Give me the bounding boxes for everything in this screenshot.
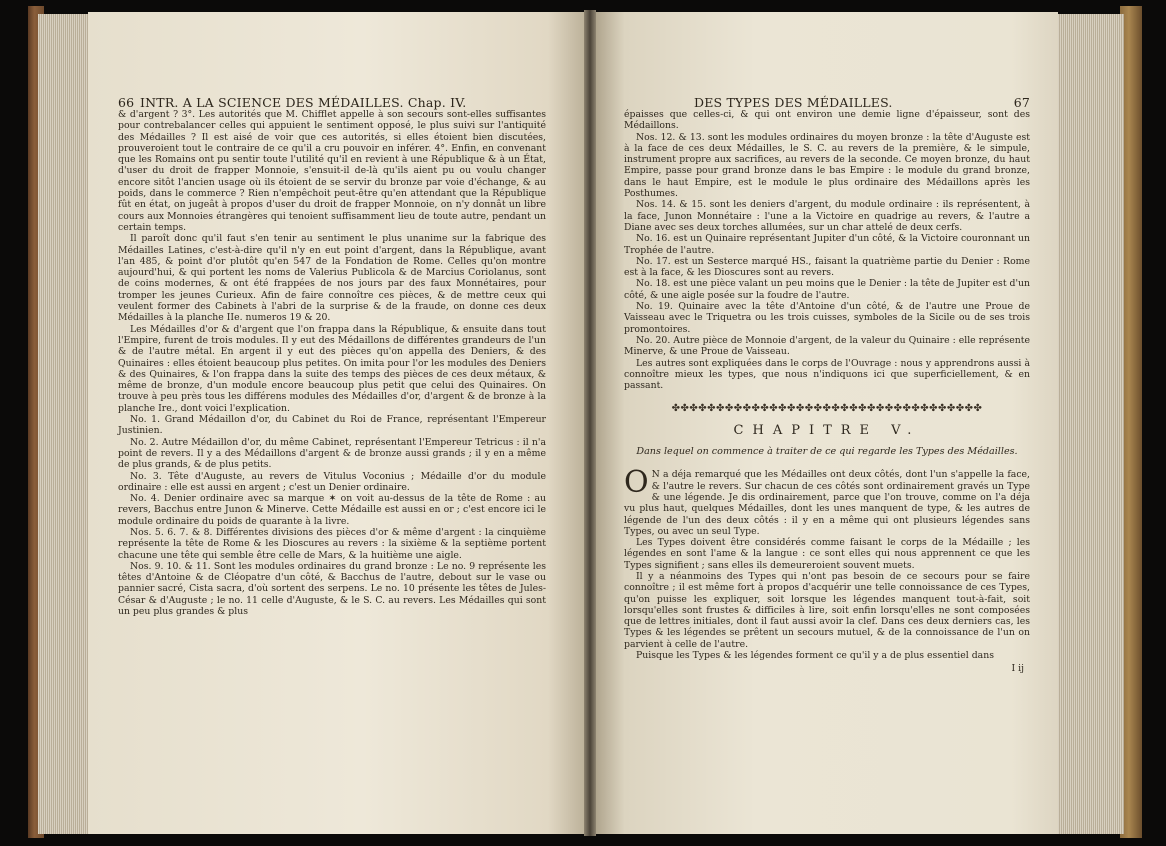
right-page [592,12,1058,834]
paragraph: Puisque les Types & les légendes forment ce qu'il y a de plus essentiel dans [636,650,994,662]
left-page [88,12,588,834]
paragraph: No. 4. Denier ordinaire avec sa marque ✶ on voit au-dessus de la tête de Rome : au revers, Bacchus entre Junon & Minerve. Cette Médaille est aussi en or ; c'est encore ici le module ordinaire du poids de quarante à la livre. [118,493,546,527]
paragraph: Les Types doivent être considérés comme faisant le corps de la Médaille ; les légendes en sont l'ame & la langue : ce sont elles qui nous apprennent ce que les Types signifient ; sans elles ils demeureroient souvent muets. [624,537,1030,571]
left-page-number: 66 [118,95,135,110]
paragraph: Nos. 5. 6. 7. & 8. Différentes divisions des pièces d'or & même d'argent : la cinquième représente la tête de Rome & les Dioscures au revers : la sixième & la septième portent chacune une tête qui semble être celle de Mars, & la huitième une aigle. [118,526,546,561]
chapter-first-paragraph-text: N a déja remarqué que les Médailles ont deux côtés, dont l'un s'appelle la face, & l'autre le revers. Sur chacun de ces côtés sont ordinairement gravés un Type & une légende. Je dis ordinairement, parce que l'on trouve, comme on l'a déja vu plus haut, quelques Médailles, dont les unes manquent de type, & les autres de légende de l'un des deux côtés : il y en a même qui ont plusieurs légendes sans Types, ou avec un seul Type. [624,469,1030,537]
right-page-body [624,109,1030,675]
paragraph: No. 2. Autre Médaillon d'or, du même Cabinet, représentant l'Empereur Tetricus : il n'a point de revers. Il y a des Médaillons d'argent & de bronze aussi grands ; il y en a même de plus grands, & de plus petits. [118,436,546,471]
right-running-title: DES TYPES DES MÉDAILLES. [694,95,893,110]
paragraph: No. 20. Autre pièce de Monnoie d'argent, de la valeur du Quinaire : elle représente Minerve, & une Proue de Vaisseau. [624,334,1030,358]
signature-mark: I ij [1011,663,1024,675]
paragraph: No. 1. Grand Médaillon d'or, du Cabinet du Roi de France, représentant l'Empereur Justinien. [118,414,546,437]
paragraph: Nos. 14. & 15. sont les deniers d'argent, du module ordinaire : ils représentent, à la face, Junon Monnétaire : l'une a la Victoire en quadrige au revers, & l'autre a Diane avec ses deux torches allumées, sur un char attelé de deux cerfs. [624,199,1030,233]
book-gutter [584,10,596,836]
drop-cap: O [624,465,649,501]
paragraph: Les autres sont expliquées dans le corps de l'Ouvrage : nous y apprendrons aussi à connoître mieux les types, que nous n'indiquons ici que superficiellement, & en passant. [624,357,1030,392]
chapter-title: CHAPITRE V. [733,422,921,438]
chapter-first-paragraph [624,465,1030,537]
paragraph: No. 19. Quinaire avec la tête d'Antoine d'un côté, & de l'autre une Proue de Vaisseau avec le Triquetra ou les trois cuisses, symboles de la Sicile ou de ses trois promontoires. [624,301,1030,335]
paragraph: Il paroît donc qu'il faut s'en tenir au sentiment le plus unanime sur la fabrique des Médailles Latines, c'est-à-dire qu'il n'y en eut point d'argent, dans la République, avant l'an 485, & point d'or plutôt qu'en 547 de la Fondation de Rome. Celles qu'on montre aujourd'hui, & qui portent les noms de Valerius Publicola & de Marcius Coriolanus, sont de coins modernes, & ont été frappées de nos jours par des faux Monnétaires, pour tromper les jeunes Curieux. Afin de faire connoître ces pièces, & de mettre ceux qui veulent former des Cabinets à l'abri de la surprise & de la fraude, on donne ces deux Médailles à la planche IIe. numeros 19 & 20. [118,233,546,324]
right-page-number: 67 [1013,95,1030,110]
ornament-band: ✤✤✤✤✤✤✤✤✤✤✤✤✤✤✤✤✤✤✤✤✤✤✤✤✤✤✤✤✤✤✤✤✤✤✤ [671,403,983,415]
left-running-title: INTR. A LA SCIENCE DES MÉDAILLES. Chap. IV. [140,95,467,110]
paragraph: Nos. 12. & 13. sont les modules ordinaires du moyen bronze : la tête d'Auguste est à la face de ces deux Médailles, le S. C. au revers de la première, & le simpule, instrument propre aux sacrifices, au revers de la seconde. Ce moyen bronze, du haut Empire, passe pour grand bronze dans le bas Empire : le module du grand bronze, dans le haut Empire, est le module le plus ordinaire des Médaillons après les Posthumes. [624,131,1030,200]
paragraph: Nos. 9. 10. & 11. Sont les modules ordinaires du grand bronze : Le no. 9 représente les têtes d'Antoine & de Cléopatre d'un côté, & Bacchus de l'autre, debout sur le vase ou pannier sacré, Cista sacra, d'où sortent des serpens. Le no. 10 présente les têtes de Jules-César & d'Auguste ; le no. 11 celle d'Auguste, & le S. C. au revers. Les Médailles qui sont un peu plus grandes & plus [118,560,546,618]
page-edges-right [1050,14,1124,834]
paragraph: épaisses que celles-ci, & qui ont environ une demie ligne d'épaisseur, sont des Médaillons. [624,109,1030,132]
paragraph: No. 16. est un Quinaire représentant Jupiter d'un côté, & la Victoire couronnant un Trophée de l'autre. [624,233,1030,256]
paragraph: No. 17. est un Sesterce marqué HS., faisant la quatrième partie du Denier : Rome est à la face, & les Dioscures sont au revers. [624,255,1030,279]
paragraph: Les Médailles d'or & d'argent que l'on frappa dans la République, & ensuite dans tout l'Empire, furent de trois modules. Il y eut des Médaillons de différentes grandeurs de l'un & de l'autre métal. En argent il y eut des pièces qu'on appella des Deniers, & des Quinaires : elles étoient beaucoup plus petites. On imita pour l'or les modules des Deniers & des Quinaires, & l'on frappa dans la suite des temps des pièces de ces deux métaux, & même de bronze, d'un module encore beaucoup plus petit que celui des Quinaires. On trouve à peu près tous les différens modules des Médailles d'or, d'argent & de bronze à la planche Ire., dont voici l'explication. [118,323,546,414]
chapter-subtitle: Dans lequel on commence à traiter de ce qui regarde les Types des Médailles. [636,446,1018,458]
left-page-body [118,109,546,617]
paragraph: No. 18. est une pièce valant un peu moins que le Denier : la tête de Jupiter est d'un côté, & une aigle posée sur la foudre de l'autre. [624,278,1030,301]
paragraph: & d'argent ? 3°. Les autorités que M. Chifflet appelle à son secours sont-elles suffisantes pour contrebalancer celles qui appuient le sentiment opposé, le plus suivi sur l'antiquité des Médailles ? Il est aisé de voir que ces autorités, si elles étoient bien discutées, prouveroient tout le contraire de ce qu'il a cru pouvoir en inférer. 4°. Enfin, en convenant que les Romains ont pu sentir toute l'utilité qu'il en revient à une République & à un État, d'user du droit de frapper Monnoie, s'ensuit-il de-là qu'ils aient pu ou voulu changer encore sitôt l'ancien usage où ils étoient de se servir du bronze par voie d'échange, & au poids, dans le commerce ? Rien n'empêchoit peut-être qu'en attendant que la République fût en état, on jugeât à propos d'user du droit de frapper Monnoie, on n'y donnât un libre cours aux Monnoies étrangères qui tenoient suffisamment lieu de toute autre, pendant un certain temps. [118,109,546,233]
paragraph: No. 3. Tête d'Auguste, au revers de Vitulus Voconius ; Médaille d'or du module ordinaire : elle est aussi en argent ; c'est un Denier ordinaire. [118,470,546,493]
paragraph: Il y a néanmoins des Types qui n'ont pas besoin de ce secours pour se faire connoître ; il est même fort à propos d'acquérir une telle connoissance de ces Types, qu'on puisse les expliquer, soit lorsque les légendes manquent tout-à-fait, soit lorsqu'elles sont frustes & difficiles à lire, soit enfin lorsqu'elles ne sont composées que de lettres initiales, dont il faut aussi avoir la clef. Dans ces deux derniers cas, les Types & les légendes se prêtent un secours mutuel, & de la connoissance de l'un on parvient à celle de l'autre. [624,570,1030,650]
